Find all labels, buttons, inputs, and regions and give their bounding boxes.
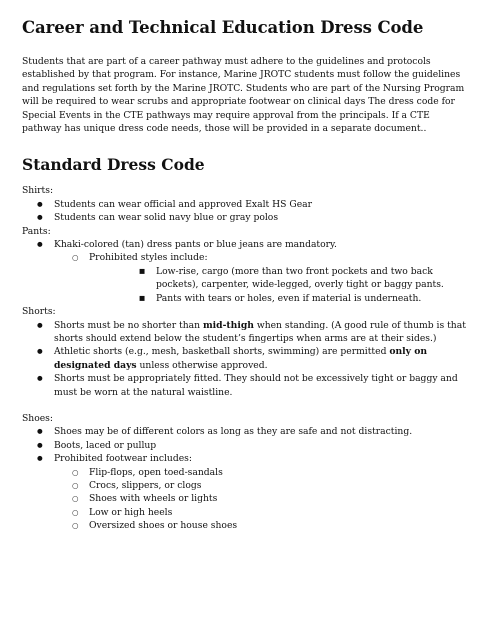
- list-item: [22, 238, 466, 305]
- list-item: ■ Pants with tears or holes, even if material is underneath.: [89, 292, 466, 305]
- emphasis-text: only on designated days: [54, 346, 428, 371]
- pants-requirement: Khaki-colored (tan) dress pants or blue jeans are mandatory.: [54, 239, 337, 251]
- list-item: ○ Oversized shoes or house shoes: [54, 519, 466, 532]
- text-run: when standing. (A good rule of thumb is that shorts should extend below the student’s fingertips when arms are at their sides.): [54, 319, 466, 344]
- list-item: [22, 319, 466, 346]
- pants-prohibited-label: Prohibited styles include:: [89, 252, 208, 264]
- list-item: ○ Low or high heels: [54, 506, 466, 519]
- list-item: [22, 345, 466, 372]
- emphasis-text: mid-thigh: [202, 319, 254, 331]
- shoes-prohibited-list: [54, 466, 466, 533]
- shoes-list: [22, 425, 466, 532]
- list-item: ○ Shoes with wheels or lights: [54, 492, 466, 505]
- pants-label: Pants:: [22, 225, 51, 237]
- list-item: ● Boots, laced or pullup: [22, 439, 466, 452]
- spacer: [22, 399, 466, 412]
- list-item: ■ Low-rise, cargo (more than two front pockets and two back pockets), carpenter, wide-legged, overly tight or baggy pants.: [89, 265, 466, 292]
- shirts-label: Shirts:: [22, 185, 54, 197]
- shorts-label: Shorts:: [22, 306, 56, 318]
- list-item: [22, 452, 466, 532]
- intro-paragraph: Students that are part of a career pathway must adhere to the guidelines and protocols established by that program. For instance, Marine JROTC students must follow the guidelines and regulations set forth by the Marine JROTC. Students who are part of the Nursing Program will be required to wear scrubs and appropriate footwear on clinical days The dress code for Special Events in the CTE pathways may require approval from the principals. If a CTE pathway has unique dress code needs, those will be provided in a separate document..: [22, 56, 465, 135]
- standard-dress-code-heading: Standard Dress Code: [22, 155, 205, 175]
- list-item: [54, 251, 466, 305]
- pants-sublist: [54, 251, 466, 305]
- pants-list: [22, 238, 466, 305]
- list-item: ● Shorts must be appropriately fitted. They should not be excessively tight or baggy and must be worn at the natural waistline.: [22, 372, 466, 399]
- text-run: Athletic shorts (e.g., mesh, basketball shorts, swimming) are permitted: [54, 346, 390, 358]
- list-item: ● Students can wear official and approved Exalt HS Gear: [22, 198, 466, 211]
- shirts-list: [22, 198, 466, 225]
- list-item: ● Students can wear solid navy blue or gray polos: [22, 211, 466, 224]
- list-item: ○ Crocs, slippers, or clogs: [54, 479, 466, 492]
- pants-prohibited-list: [89, 265, 466, 305]
- shoes-label: Shoes:: [22, 412, 53, 424]
- text-run: Shorts must be no shorter than: [54, 319, 203, 331]
- text-run: unless otherwise approved.: [136, 359, 268, 371]
- shoes-prohibited-label: Prohibited footwear includes:: [54, 453, 192, 465]
- list-item: ● Shoes may be of different colors as long as they are safe and not distracting.: [22, 425, 466, 438]
- shorts-list: [22, 319, 466, 399]
- list-item: ○ Flip-flops, open toed-sandals: [54, 466, 466, 479]
- page-title: Career and Technical Education Dress Code: [22, 18, 424, 37]
